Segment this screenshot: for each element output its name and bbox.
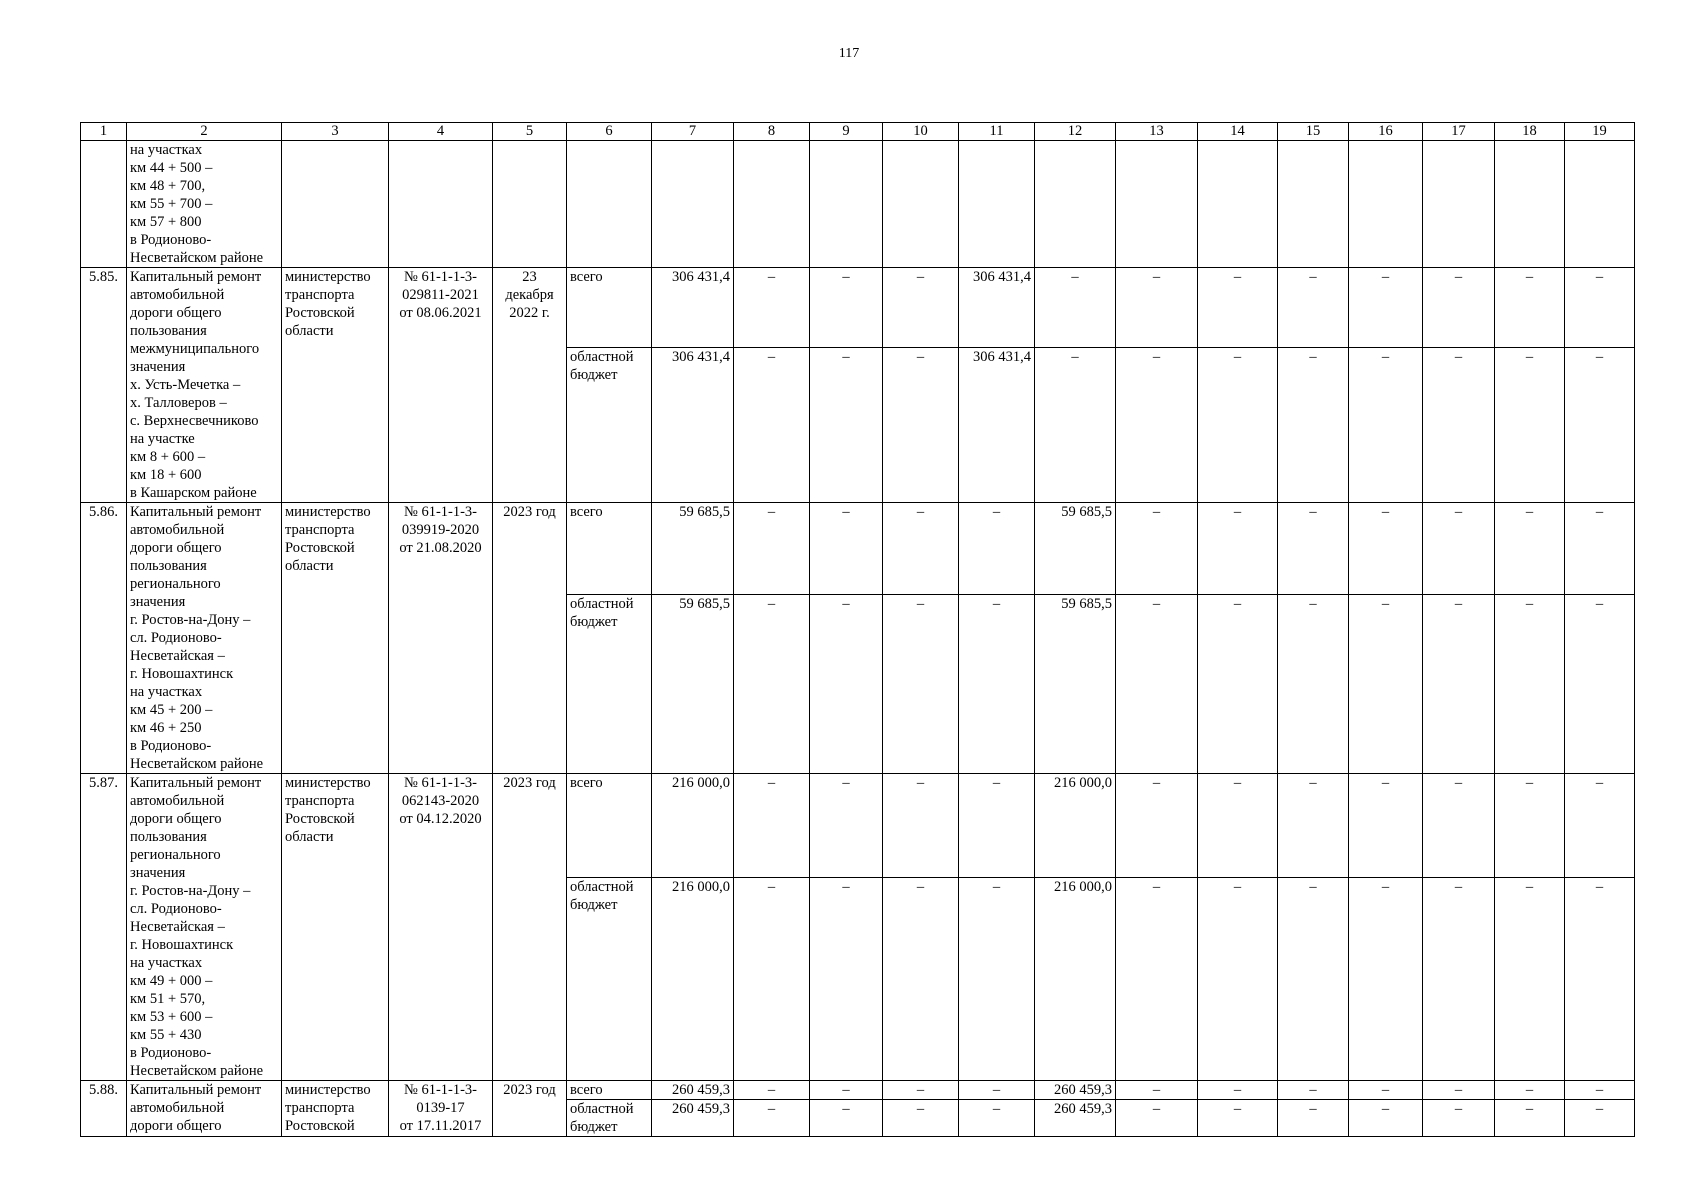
document-cell: № 61-1-1-3- 039919-2020 от 21.08.2020: [389, 503, 493, 774]
dash-cell: –: [1349, 268, 1423, 348]
dash-cell: –: [1349, 347, 1423, 502]
table-cell: [959, 141, 1035, 268]
budget-table: [80, 122, 1635, 1137]
dash-cell: –: [1116, 878, 1198, 1081]
table-row: [81, 503, 1635, 595]
dash-cell: –: [1423, 268, 1495, 348]
amount-cell: 260 459,3: [1035, 1081, 1116, 1100]
amount-cell: 216 000,0: [652, 878, 734, 1081]
funding-source-cell: областной бюджет: [567, 594, 652, 773]
deadline-cell: 2023 год: [493, 1081, 567, 1137]
dash-cell: –: [883, 503, 959, 595]
dash-cell: –: [810, 878, 883, 1081]
dash-cell: –: [1198, 347, 1278, 502]
dash-cell: –: [1278, 347, 1349, 502]
table-cell: [652, 141, 734, 268]
dash-cell: –: [810, 347, 883, 502]
dash-cell: –: [1495, 1100, 1565, 1137]
object-name-cell: Капитальный ремонт автомобильной дороги общего пользования регионального значения г. Ростов-на-Дону – сл. Родионово- Несветайская – г. Новошахтинск на участках км 49 + 000 – км 51 + 570, км 53 + 600 – км 55 + 430 в Родионово- Несветайском районе: [127, 774, 282, 1081]
amount-cell: 306 431,4: [652, 347, 734, 502]
amount-cell: 260 459,3: [652, 1100, 734, 1137]
dash-cell: –: [810, 1100, 883, 1137]
amount-cell: 216 000,0: [1035, 774, 1116, 878]
column-header: 18: [1495, 123, 1565, 141]
dash-cell: –: [1278, 268, 1349, 348]
dash-cell: –: [734, 1081, 810, 1100]
dash-cell: –: [1116, 774, 1198, 878]
dash-cell: –: [883, 774, 959, 878]
dash-cell: –: [1116, 503, 1198, 595]
dash-cell: –: [1198, 1081, 1278, 1100]
dash-cell: –: [1198, 594, 1278, 773]
dash-cell: –: [1349, 774, 1423, 878]
dash-cell: –: [1116, 268, 1198, 348]
document-cell: № 61-1-1-3- 062143-2020 от 04.12.2020: [389, 774, 493, 1081]
dash-cell: –: [734, 878, 810, 1081]
dash-cell: –: [1116, 1081, 1198, 1100]
document-cell: № 61-1-1-3- 029811-2021 от 08.06.2021: [389, 268, 493, 503]
amount-cell: 306 431,4: [652, 268, 734, 348]
table-cell: [1565, 141, 1635, 268]
dash-cell: –: [1565, 594, 1635, 773]
dash-cell: –: [1423, 774, 1495, 878]
dash-cell: –: [1565, 1081, 1635, 1100]
dash-cell: –: [1495, 268, 1565, 348]
object-name-cell: на участках км 44 + 500 – км 48 + 700, км 55 + 700 – км 57 + 800 в Родионово- Несветайском районе: [127, 141, 282, 268]
document-cell: № 61-1-1-3- 0139-17 от 17.11.2017: [389, 1081, 493, 1137]
amount-cell: 59 685,5: [1035, 594, 1116, 773]
column-header: 8: [734, 123, 810, 141]
column-header: 11: [959, 123, 1035, 141]
dash-cell: –: [1423, 878, 1495, 1081]
dash-cell: –: [1349, 878, 1423, 1081]
table-row: [81, 1081, 1635, 1100]
dash-cell: –: [1198, 774, 1278, 878]
table-cell: [282, 141, 389, 268]
row-number-cell: 5.88.: [81, 1081, 127, 1137]
table-cell: [81, 141, 127, 268]
amount-cell: –: [1035, 268, 1116, 348]
dash-cell: –: [1423, 1081, 1495, 1100]
column-header: 7: [652, 123, 734, 141]
amount-cell: 306 431,4: [959, 268, 1035, 348]
customer-cell: министерство транспорта Ростовской: [282, 1081, 389, 1137]
dash-cell: –: [1116, 1100, 1198, 1137]
dash-cell: –: [1423, 594, 1495, 773]
dash-cell: –: [1278, 594, 1349, 773]
column-header: 15: [1278, 123, 1349, 141]
table-cell: [1116, 141, 1198, 268]
dash-cell: –: [1423, 503, 1495, 595]
funding-source-cell: всего: [567, 503, 652, 595]
deadline-cell: 2023 год: [493, 503, 567, 774]
amount-cell: 59 685,5: [1035, 503, 1116, 595]
dash-cell: –: [810, 1081, 883, 1100]
column-header: 5: [493, 123, 567, 141]
column-header: 6: [567, 123, 652, 141]
table-cell: [1198, 141, 1278, 268]
funding-source-cell: всего: [567, 268, 652, 348]
dash-cell: –: [883, 1081, 959, 1100]
column-header: 2: [127, 123, 282, 141]
dash-cell: –: [1349, 1100, 1423, 1137]
amount-cell: 260 459,3: [1035, 1100, 1116, 1137]
dash-cell: –: [1565, 774, 1635, 878]
amount-cell: 306 431,4: [959, 347, 1035, 502]
column-header: 14: [1198, 123, 1278, 141]
dash-cell: –: [810, 774, 883, 878]
funding-source-cell: областной бюджет: [567, 347, 652, 502]
dash-cell: –: [1349, 1081, 1423, 1100]
dash-cell: –: [734, 268, 810, 348]
dash-cell: –: [1278, 774, 1349, 878]
page-number: 117: [838, 46, 860, 61]
column-header: 16: [1349, 123, 1423, 141]
table-cell: [389, 141, 493, 268]
dash-cell: –: [734, 503, 810, 595]
deadline-cell: 23 декабря 2022 г.: [493, 268, 567, 503]
dash-cell: –: [734, 1100, 810, 1137]
dash-cell: –: [1423, 347, 1495, 502]
column-number-row: [81, 123, 1635, 141]
table-cell: [1278, 141, 1349, 268]
dash-cell: –: [810, 594, 883, 773]
dash-cell: –: [1495, 774, 1565, 878]
object-name-cell: Капитальный ремонт автомобильной дороги общего пользования межмуниципального значения х. Усть-Мечетка – х. Талловеров – с. Верхнесвечниково на участке км 8 + 600 – км 18 + 600 в Кашарском районе: [127, 268, 282, 503]
table-cell: [734, 141, 810, 268]
dash-cell: –: [883, 268, 959, 348]
amount-cell: –: [959, 878, 1035, 1081]
dash-cell: –: [734, 347, 810, 502]
dash-cell: –: [1565, 878, 1635, 1081]
dash-cell: –: [1349, 503, 1423, 595]
dash-cell: –: [1495, 878, 1565, 1081]
amount-cell: –: [959, 774, 1035, 878]
dash-cell: –: [1278, 878, 1349, 1081]
column-header: 19: [1565, 123, 1635, 141]
row-number-cell: 5.86.: [81, 503, 127, 774]
row-number-cell: 5.85.: [81, 268, 127, 503]
funding-source-cell: всего: [567, 774, 652, 878]
table-cell: [493, 141, 567, 268]
funding-source-cell: областной бюджет: [567, 1100, 652, 1137]
table-cell: [883, 141, 959, 268]
customer-cell: министерство транспорта Ростовской области: [282, 503, 389, 774]
table-cell: [1423, 141, 1495, 268]
table-cell: [1035, 141, 1116, 268]
dash-cell: –: [1423, 1100, 1495, 1137]
amount-cell: 59 685,5: [652, 594, 734, 773]
dash-cell: –: [1565, 1100, 1635, 1137]
dash-cell: –: [1495, 1081, 1565, 1100]
dash-cell: –: [734, 594, 810, 773]
column-header: 17: [1423, 123, 1495, 141]
funding-source-cell: областной бюджет: [567, 878, 652, 1081]
table-cell: [810, 141, 883, 268]
column-header: 13: [1116, 123, 1198, 141]
amount-cell: –: [959, 503, 1035, 595]
dash-cell: –: [1565, 503, 1635, 595]
deadline-cell: 2023 год: [493, 774, 567, 1081]
row-number-cell: 5.87.: [81, 774, 127, 1081]
dash-cell: –: [1198, 503, 1278, 595]
column-header: 9: [810, 123, 883, 141]
table-row: [81, 774, 1635, 878]
column-header: 10: [883, 123, 959, 141]
dash-cell: –: [810, 268, 883, 348]
dash-cell: –: [883, 347, 959, 502]
dash-cell: –: [1565, 268, 1635, 348]
dash-cell: –: [883, 1100, 959, 1137]
dash-cell: –: [1278, 1081, 1349, 1100]
dash-cell: –: [1116, 594, 1198, 773]
dash-cell: –: [810, 503, 883, 595]
table-cell: [567, 141, 652, 268]
dash-cell: –: [1565, 347, 1635, 502]
amount-cell: –: [959, 594, 1035, 773]
table-cell: [1349, 141, 1423, 268]
dash-cell: –: [1495, 347, 1565, 502]
dash-cell: –: [1495, 503, 1565, 595]
dash-cell: –: [1198, 1100, 1278, 1137]
amount-cell: 59 685,5: [652, 503, 734, 595]
dash-cell: –: [1349, 594, 1423, 773]
amount-cell: 216 000,0: [652, 774, 734, 878]
amount-cell: –: [959, 1100, 1035, 1137]
dash-cell: –: [1198, 878, 1278, 1081]
continuation-row: [81, 141, 1635, 268]
amount-cell: 260 459,3: [652, 1081, 734, 1100]
column-header: 1: [81, 123, 127, 141]
amount-cell: 216 000,0: [1035, 878, 1116, 1081]
dash-cell: –: [1495, 594, 1565, 773]
object-name-cell: Капитальный ремонт автомобильной дороги общего: [127, 1081, 282, 1137]
table-cell: [1495, 141, 1565, 268]
column-header: 12: [1035, 123, 1116, 141]
dash-cell: –: [1278, 1100, 1349, 1137]
dash-cell: –: [1278, 503, 1349, 595]
customer-cell: министерство транспорта Ростовской области: [282, 268, 389, 503]
amount-cell: –: [959, 1081, 1035, 1100]
column-header: 4: [389, 123, 493, 141]
amount-cell: –: [1035, 347, 1116, 502]
customer-cell: министерство транспорта Ростовской области: [282, 774, 389, 1081]
dash-cell: –: [1116, 347, 1198, 502]
column-header: 3: [282, 123, 389, 141]
table-row: [81, 268, 1635, 348]
dash-cell: –: [734, 774, 810, 878]
object-name-cell: Капитальный ремонт автомобильной дороги общего пользования регионального значения г. Ростов-на-Дону – сл. Родионово- Несветайская – г. Новошахтинск на участках км 45 + 200 – км 46 + 250 в Родионово- Несветайском районе: [127, 503, 282, 774]
dash-cell: –: [883, 878, 959, 1081]
dash-cell: –: [883, 594, 959, 773]
funding-source-cell: всего: [567, 1081, 652, 1100]
dash-cell: –: [1198, 268, 1278, 348]
